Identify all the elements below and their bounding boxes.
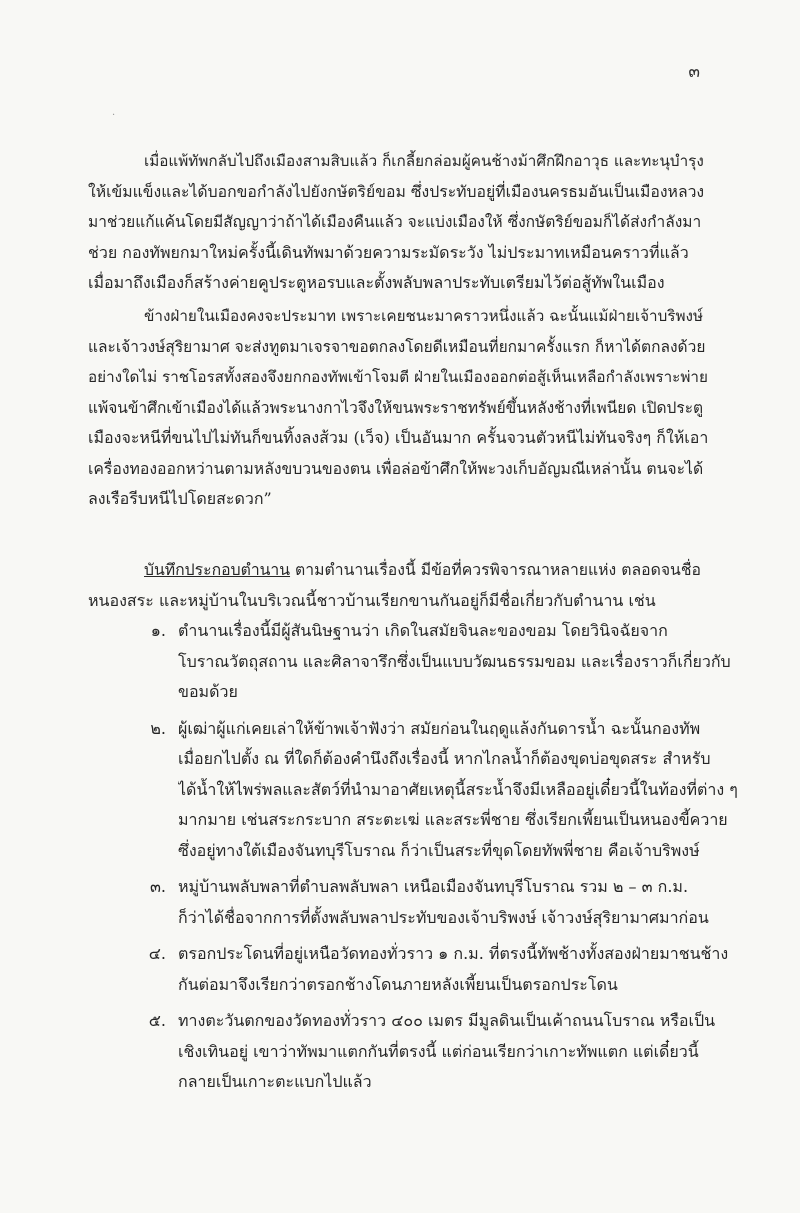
text-line: ทางตะวันตกของวัดทองทั่วราว ๔๐๐ เมตร มีมูลดินเป็นเค้าถนนโบราณ หรือเป็น — [178, 1011, 716, 1030]
list-item — [88, 1006, 716, 1098]
list-item — [88, 939, 729, 1000]
paragraph-3 — [88, 555, 708, 616]
text-line: มากมาย เช่นสระกระบาก สระตะเฆ่ และสระพี่ชาย ซึ่งเรียกเพี้ยนเป็นหนองขี้ควาย — [178, 810, 728, 829]
paragraph-1 — [88, 146, 708, 299]
text-fragment: ตามตำนานเรื่องนี้ มีข้อที่ควรพิจารณาหลายแห่ง ตลอดจนชื่อ — [290, 560, 701, 579]
text-line: ช่วย กองทัพยกมาใหม่ครั้งนี้เดินทัพมาด้วยความระมัดระวัง ไม่ประมาทเหมือนคราวที่แล้ว — [88, 242, 689, 262]
text-line: เครื่องทองออกหว่านตามหลังขบวนของตน เพื่อล่อข้าศึกให้พะวงเก็บอัญมณีเหล่านั้น ตนจะได้ — [88, 458, 704, 478]
numbered-list — [88, 616, 738, 1104]
list-item — [88, 616, 731, 708]
text-line: หมู่บ้านพลับพลาที่ตำบลพลับพลา เหนือเมืองจันทบุรีโบราณ รวม ๒ – ๓ ก.ม. — [178, 877, 689, 896]
list-number: ๔. — [148, 944, 166, 963]
text-line: เมื่อแพ้ทัพกลับไปถึงเมืองสามสิบแล้ว ก็เกลี้ยกล่อมผู้คนช้างม้าศึกฝึกอาวุธ และทะนุบำรุง — [144, 152, 704, 170]
text-line: เมื่อยกไปตั้ง ณ ที่ใดก็ต้องคำนึงถึงเรื่องนี้ หากไกลน้ำก็ต้องขุดบ่อขุดสระ สำหรับ — [178, 749, 711, 768]
text-line: กันต่อมาจึงเรียกว่าตรอกช้างโดนภายหลังเพี้ยนเป็นตรอกประโดน — [178, 974, 618, 994]
list-number: ๓. — [149, 877, 166, 896]
page-number: ๓ — [688, 62, 700, 82]
text-line: อย่างใดไม่ ราชโอรสทั้งสองจึงยกกองทัพเข้าโจมตี ฝ่ายในเมืองออกต่อสู้เห็นเหลือกำลังเพราะพ่าย — [88, 368, 708, 386]
list-number: ๑. — [150, 621, 166, 640]
scan-speck: · — [112, 110, 116, 121]
text-line: ให้เข้มแข็งและได้บอกขอกำลังไปยังกษัตริย์ขอม ซึ่งประทับอยู่ที่เมืองนครธมอันเป็นเมืองหลวง — [88, 181, 705, 201]
text-line: มาช่วยแก้แค้นโดยมีสัญญาว่าถ้าได้เมืองคืนแล้ว จะแบ่งเมืองให้ ซึ่งกษัตริย์ขอมก็ได้ส่งกำลังมา — [88, 213, 702, 231]
list-number: ๕. — [148, 1011, 166, 1030]
text-line: แพ้จนข้าศึกเข้าเมืองได้แล้วพระนางกาไวจึงให้ขนพระราชทรัพย์ขึ้นหลังช้างที่เพนียด เปิดประตู — [88, 398, 704, 417]
list-item — [88, 872, 708, 933]
list-number: ๒. — [150, 718, 166, 738]
text-line: ข้างฝ่ายในเมืองคงจะประมาท เพราะเคยชนะมาคราวหนึ่งแล้ว ฉะนั้นแม้ฝ่ายเจ้าบริพงษ์ — [144, 307, 704, 325]
text-line: ผู้เฒ่าผู้แก่เคยเล่าให้ข้าพเจ้าฟังว่า สมัยก่อนในฤดูแล้งกันดารน้ำ ฉะนั้นกองทัพ — [178, 718, 701, 738]
text-line: เชิงเทินอยู่ เขาว่าทัพมาแตกกันที่ตรงนี้ แต่ก่อนเรียกว่าเกาะทัพแตก แต่เดี๋ยวนี้ — [178, 1041, 699, 1061]
section-heading: บันทึกประกอบตำนาน — [144, 560, 291, 579]
paragraph-2 — [88, 301, 708, 515]
text-line: เมืองจะหนีที่ขนไปไม่ทันก็ขนทิ้งลงส้วม (เว็จ) เป็นอันมาก ครั้นจวนตัวหนีไม่ทันจริงๆ ก็ให้เอา — [88, 428, 708, 447]
text-line: ตรอกประโดนที่อยู่เหนือวัดทองทั่วราว ๑ ก.ม. ที่ตรงนี้ทัพช้างทั้งสองฝ่ายมาชนช้าง — [178, 944, 729, 963]
text-line: หนองสระ และหมู่บ้านในบริเวณนี้ชาวบ้านเรียกขานกันอยู่ก็มีชื่อเกี่ยวกับตำนาน เช่น — [88, 590, 656, 610]
text-line: ตำนานเรื่องนี้มีผู้สันนิษฐานว่า เกิดในสมัยจินละของขอม โดยวินิจฉัยจาก — [178, 621, 668, 640]
text-line: ซึ่งอยู่ทางใต้เมืองจันทบุรีโบราณ ก็ว่าเป็นสระที่ขุดโดยทัพพี่ชาย คือเจ้าบริพงษ์ — [178, 840, 700, 860]
text-line: และเจ้าวงษ์สุริยามาศ จะส่งทูตมาเจรจาขอตกลงโดยดีเหมือนที่ยกมาครั้งแรก ก็หาได้ตกลงด้วย — [88, 337, 706, 356]
text-line: ขอมด้วย — [178, 682, 238, 701]
text-line: โบราณวัตถุสถาน และศิลาจารึกซึ่งเป็นแบบวัฒนธรรมขอม และเรื่องราวก็เกี่ยวกับ — [178, 651, 731, 671]
text-line — [88, 555, 708, 586]
text-line: ก็ว่าได้ชื่อจากการที่ตั้งพลับพลาประทับของเจ้าบริพงษ์ เจ้าวงษ์สุริยามาศมาก่อน — [178, 907, 709, 927]
text-line: กลายเป็นเกาะตะแบกไปแล้ว — [178, 1072, 372, 1091]
text-line: ได้น้ำให้ไพร่พลและสัตว์ที่นำมาอาศัยเหตุนี้สระน้ำจึงมีเหลืออยู่เดี๋ยวนี้ในท้องที่ต่าง ๆ — [178, 779, 738, 799]
text-line: ลงเรือรีบหนีไปโดยสะดวก” — [88, 489, 272, 508]
list-item — [88, 714, 738, 867]
text-line: เมื่อมาถึงเมืองก็สร้างค่ายคูประตูหอรบและตั้งพลับพลาประทับเตรียมไว้ต่อสู้ทัพในเมือง — [88, 273, 665, 292]
